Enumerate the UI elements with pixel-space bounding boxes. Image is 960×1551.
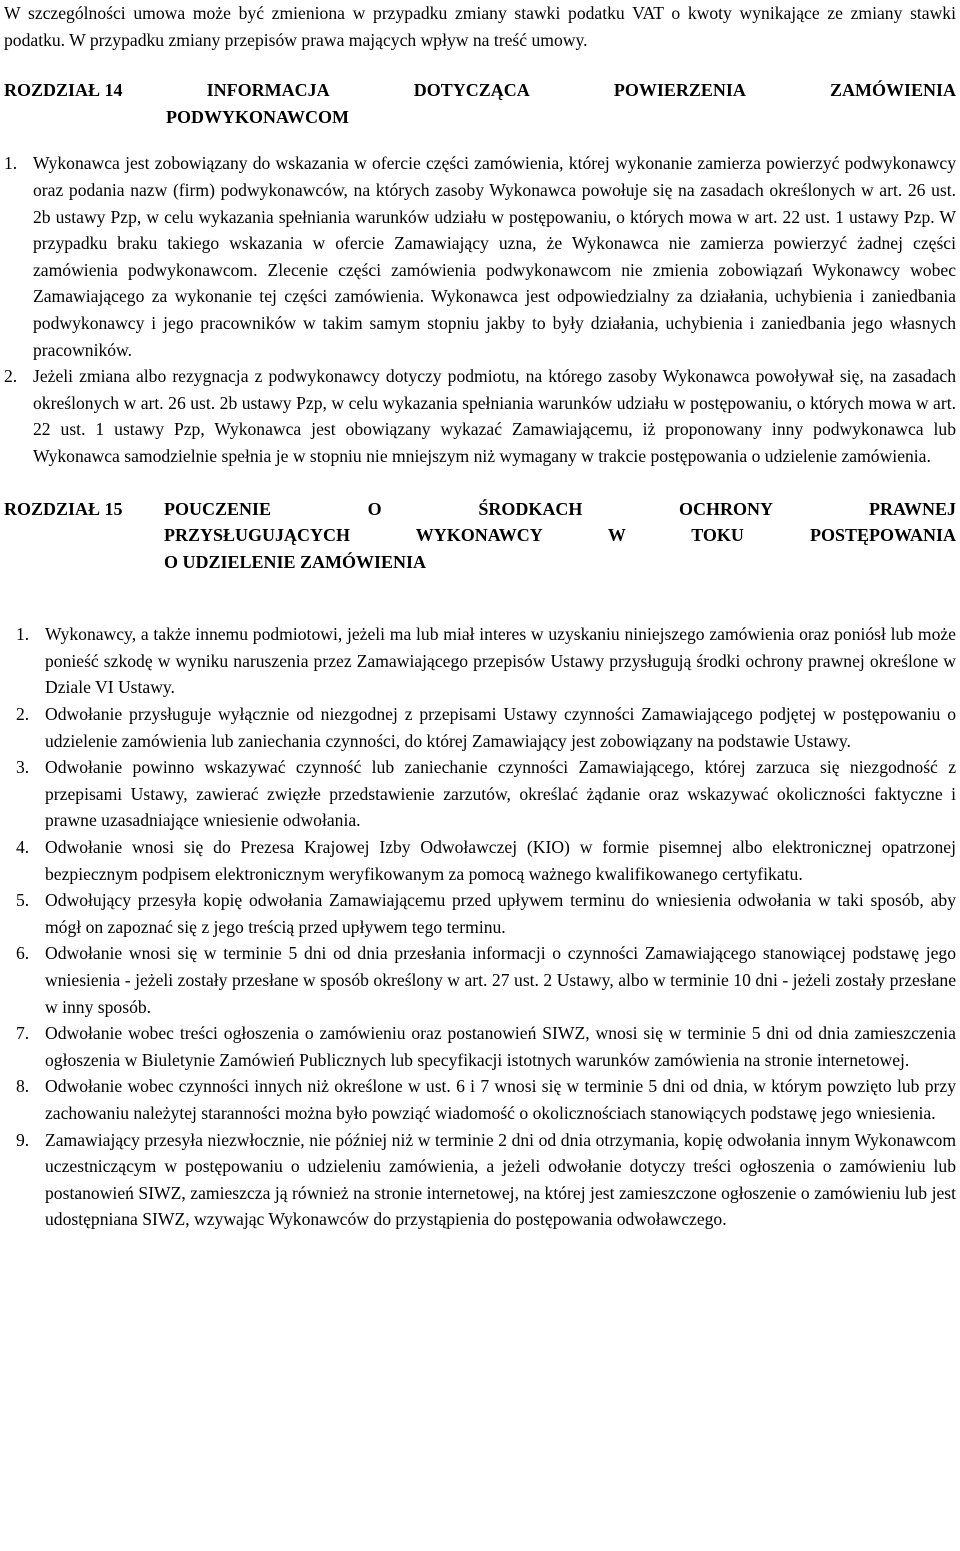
list-item [16, 834, 956, 887]
chapter-14-title-word: DOTYCZĄCA [413, 80, 530, 101]
list-item-number: 3. [16, 757, 30, 778]
list-item [16, 701, 956, 754]
list-item [4, 150, 956, 363]
list-item-text: Odwołanie wobec treści ogłoszenia o zamówieniu oraz postanowień SIWZ, wnosi się w terminie 5 dni od dnia zamieszczenia ogłoszenia w Biuletynie Zamówień Publicznych lub specyfikacji istotnych warunków zamówienia na stronie internetowej. [45, 1023, 956, 1070]
document-page [4, 0, 956, 1233]
chapter-14-title-word: INFORMACJA [206, 80, 330, 101]
chapter-15-list [4, 621, 956, 1233]
list-item-text: Odwołujący przesyła kopię odwołania Zamawiającemu przed upływem terminu do wniesienia odwołania w taki sposób, aby mógł on zapoznać się z jego treścią przed upływem tego terminu. [45, 890, 956, 937]
list-item-number: 7. [16, 1023, 30, 1044]
chapter-15-title [164, 496, 956, 576]
list-item [4, 363, 956, 469]
chapter-15-label: ROZDZIAŁ 15 [4, 498, 123, 519]
chapter-15-heading [4, 496, 956, 576]
chapter-15-title-line1: POUCZENIE O ŚRODKACH OCHRONY PRAWNEJ [164, 498, 956, 519]
list-item-text: Jeżeli zmiana albo rezygnacja z podwykonawcy dotyczy podmiotu, na którego zasoby Wykonawca powoływał się, na zasadach określonych w art. 26 ust. 2b ustawy Pzp, w celu wykazania spełniania warunków udziału w postępowaniu, o których mowa w art. 22 ust. 1 ustawy Pzp, Wykonawca jest obowiązany wykazać Zamawiającemu, iż proponowany inny podwykonawca lub Wykonawca samodzielnie spełnia je w stopniu nie mniejszym niż wymagany w trakcie postępowania o udzielenie zamówienia. [33, 366, 956, 466]
chapter-15-title-line3: O UDZIELENIE ZAMÓWIENIA [164, 551, 427, 572]
list-item [16, 754, 956, 834]
list-item [16, 621, 956, 701]
list-item [16, 940, 956, 1020]
list-item [16, 1073, 956, 1126]
chapter-14-title-word: ZAMÓWIENIA [829, 80, 956, 101]
chapter-14-list [4, 150, 956, 469]
list-item [16, 1127, 956, 1233]
chapter-14-label: ROZDZIAŁ 14 [4, 80, 123, 101]
list-item-number: 1. [4, 153, 18, 174]
list-item-number: 5. [16, 890, 30, 911]
list-item [16, 1020, 956, 1073]
list-item-number: 2. [16, 704, 30, 725]
list-item-number: 8. [16, 1076, 30, 1097]
list-item-number: 6. [16, 943, 30, 964]
list-item-text: Odwołanie wobec czynności innych niż określone w ust. 6 i 7 wnosi się w terminie 5 dni od dnia, w którym powzięto lub przy zachowaniu należytej staranności można było powziąć wiadomość o okolicznościach stanowiących podstawę jego wniesienia. [45, 1076, 956, 1123]
chapter-15-title-line2: PRZYSŁUGUJĄCYCH WYKONAWCY W TOKU POSTĘPOWANIA [164, 525, 956, 546]
chapter-14-heading-line1 [4, 77, 956, 104]
list-item [16, 887, 956, 940]
list-item-text: Zamawiający przesyła niezwłocznie, nie później niż w terminie 2 dni od dnia otrzymania, kopię odwołania innym Wykonawcom uczestniczącym w postępowaniu o udzieleniu zamówienia, a jeżeli odwołanie dotyczy treści ogłoszenia o zamówieniu lub postanowień SIWZ, zamieszcza ją również na stronie internetowej, na której jest zamieszczone ogłoszenie o zamówieniu lub jest udostępniana SIWZ, wzywając Wykonawców do przystąpienia do postępowania odwoławczego. [45, 1129, 956, 1230]
list-item-text: Odwołanie powinno wskazywać czynność lub zaniechanie czynności Zamawiającego, której zarzuca się niezgodność z przepisami Ustawy, zawierać zwięzłe przedstawienie zarzutów, określać żądanie oraz wskazywać okoliczności faktyczne i prawne uzasadniające wniesienie odwołania. [45, 757, 956, 831]
chapter-14-heading [4, 77, 956, 130]
intro-paragraph: W szczególności umowa może być zmieniona w przypadku zmiany stawki podatku VAT o kwoty wynikające ze zmiany stawki podatku. W przypadku zmiany przepisów prawa mających wpływ na treść umowy. [4, 3, 956, 50]
list-item-number: 9. [16, 1129, 30, 1150]
chapter-14-title-word: POWIERZENIA [613, 80, 746, 101]
list-item-text: Odwołanie wnosi się do Prezesa Krajowej Izby Odwoławczej (KIO) w formie pisemnej albo elektronicznej opatrzonej bezpiecznym podpisem elektronicznym weryfikowanym za pomocą ważnego kwalifikowanego certyfikatu. [45, 837, 956, 884]
list-item-text: Wykonawca jest zobowiązany do wskazania w ofercie części zamówienia, której wykonanie zamierza powierzyć podwykonawcy oraz podania nazw (firm) podwykonawców, na których zasoby Wykonawca powołuje się na zasadach określonych w art. 26 ust. 2b ustawy Pzp, w celu wykazania spełniania warunków udziału w postępowaniu, o których mowa w art. 22 ust. 1 ustawy Pzp. W przypadku braku takiego wskazania w ofercie Zamawiający uzna, że Wykonawca nie zamierza powierzyć żadnej części zamówienia podwykonawcom. Zlecenie części zamówienia podwykonawcom nie zmienia zobowiązań Wykonawcy wobec Zamawiającego za wykonanie tej części zamówienia. Wykonawca jest odpowiedzialny za działania, uchybienia i zaniedbania podwykonawcy i jego pracowników w takim samym stopniu jakby to były działania, uchybienia i zaniedbania jego własnych pracowników. [33, 153, 956, 360]
list-item-text: Odwołanie przysługuje wyłącznie od niezgodnej z przepisami Ustawy czynności Zamawiającego podjętej w postępowaniu o udzielenie zamówienia lub zaniechania czynności, do której Zamawiający jest zobowiązany na podstawie Ustawy. [45, 704, 956, 751]
chapter-14-heading-line2: PODWYKONAWCOM [166, 106, 349, 127]
list-item-text: Wykonawcy, a także innemu podmiotowi, jeżeli ma lub miał interes w uzyskaniu niniejszego zamówienia oraz poniósł lub może ponieść szkodę w wyniku naruszenia przez Zamawiającego przepisów Ustawy przysługują środki ochrony prawnej określone w Dziale VI Ustawy. [45, 624, 956, 698]
list-item-number: 4. [16, 837, 30, 858]
list-item-number: 1. [16, 624, 30, 645]
list-item-number: 2. [4, 366, 18, 387]
list-item-text: Odwołanie wnosi się w terminie 5 dni od dnia przesłania informacji o czynności Zamawiającego stanowiącej podstawę jego wniesienia - jeżeli zostały przesłane w sposób określony w art. 27 ust. 2 Ustawy, albo w terminie 10 dni - jeżeli zostały przesłane w inny sposób. [45, 943, 956, 1017]
